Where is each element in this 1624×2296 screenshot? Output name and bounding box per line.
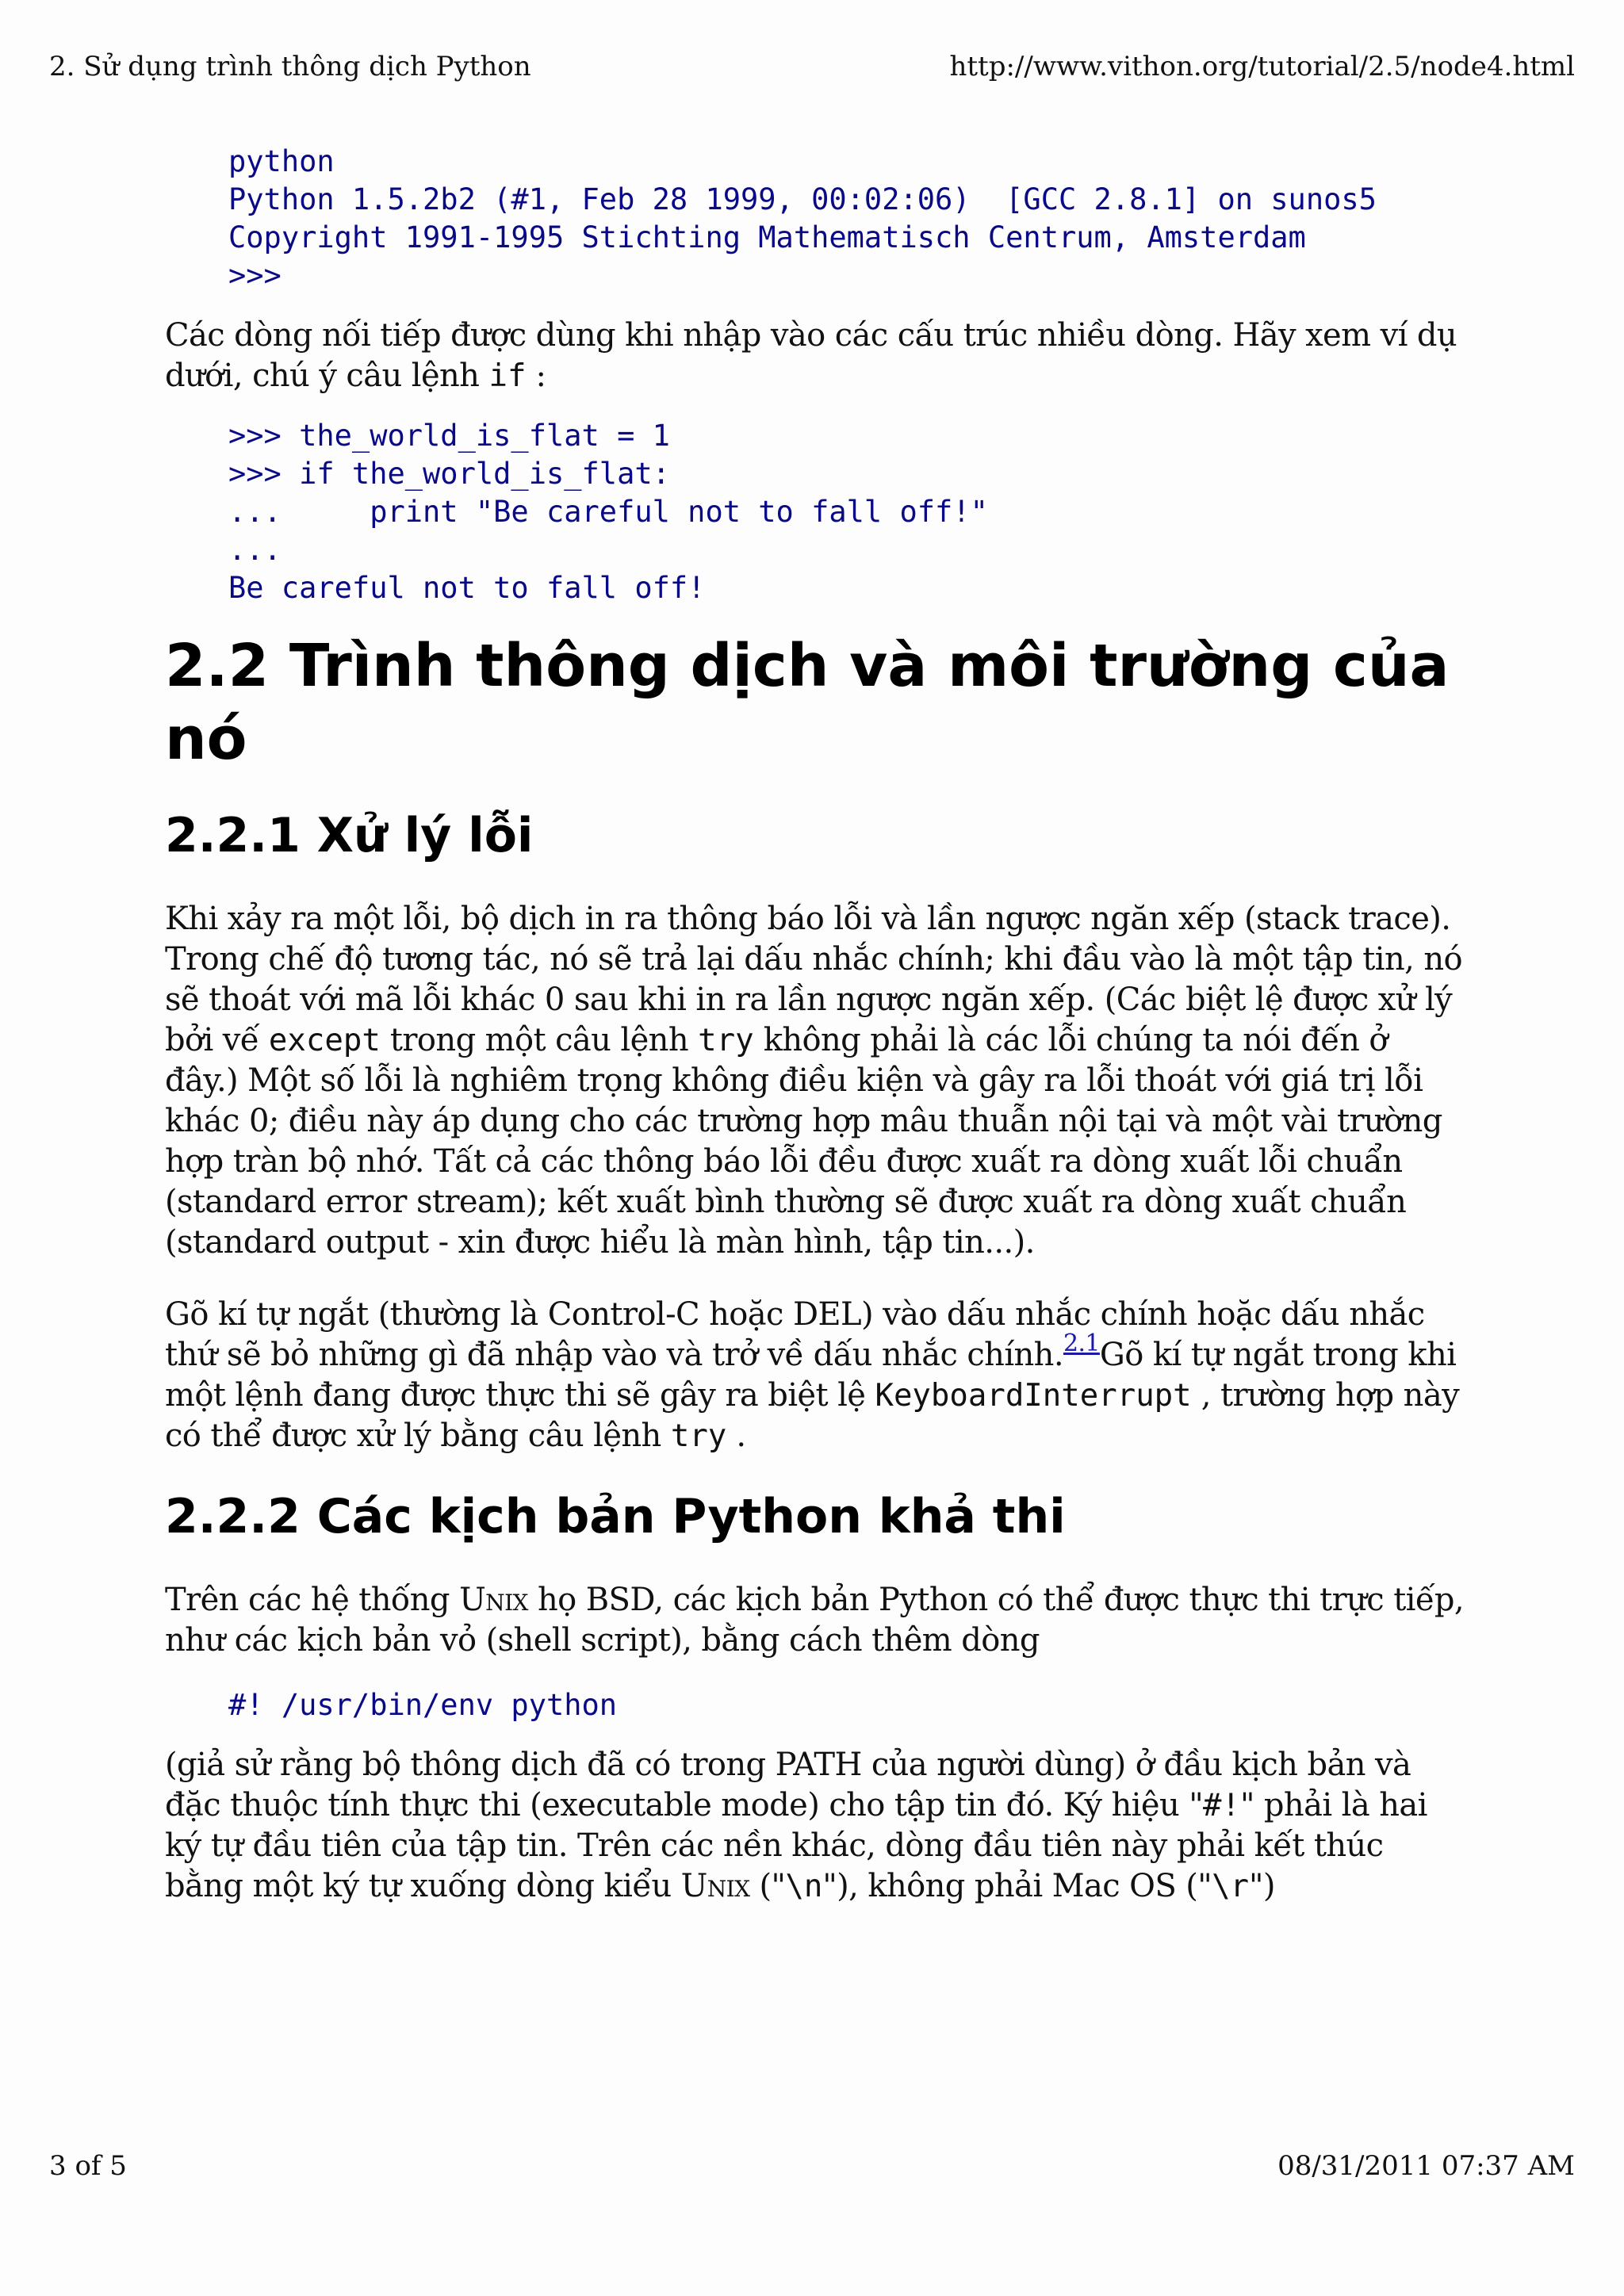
footnote-ref[interactable]: [1063, 1330, 1100, 1357]
text: Gõ kí tự ngắt trong khi một lệnh đang được thực thi sẽ gây ra biệt lệ: [165, 1337, 1457, 1414]
text: Khi xảy ra một lỗi, bộ dịch in ra thông báo lỗi và lần ngược ngăn xếp (stack trace). Trong chế độ tương tác, nó sẽ trả lại dấu nhắc chính; khi đầu vào là một tập tin, nó sẽ thoát với mã lỗi khác 0 sau khi in ra lần ngược ngăn xếp. (Các biệt lệ được xử lý bởi vế: [165, 901, 1462, 1058]
print-datetime: 08/31/2011 07:37 AM: [1277, 2150, 1575, 2182]
text: Các dòng nối tiếp được dùng khi nhập vào các cấu trúc nhiều dòng. Hãy xem ví dụ dưới, chú ý câu lệnh: [165, 317, 1457, 394]
code-block-shebang: #! /usr/bin/env python: [228, 1688, 618, 1722]
text: (": [749, 1868, 786, 1904]
paragraph-continuation-lines: [165, 316, 1465, 396]
text: , trường hợp này có thể được xử lý bằng câu lệnh: [165, 1377, 1460, 1454]
text: .: [726, 1418, 746, 1454]
text: trong một câu lệnh: [380, 1022, 699, 1058]
text: :: [526, 358, 546, 394]
print-header: [49, 51, 1575, 82]
inline-code-try: try: [670, 1418, 727, 1454]
print-header-title: 2. Sử dụng trình thông dịch Python: [49, 51, 531, 82]
text: Trên các hệ thống: [165, 1582, 460, 1618]
section-heading-2-2: 2.2 Trình thông dịch và môi trường của nó: [165, 632, 1450, 773]
paragraph-shebang-explanation: [165, 1745, 1465, 1907]
page-number: 3 of 5: [49, 2150, 127, 2182]
print-footer: [49, 2150, 1575, 2182]
inline-code-except: except: [268, 1023, 381, 1058]
paragraph-interrupt: [165, 1295, 1465, 1456]
inline-code-if: if: [488, 358, 527, 394]
text: "), không phải Mac OS (": [822, 1868, 1212, 1904]
text: không phải là các lỗi chúng ta nói đến ở đây.) Một số lỗi là nghiêm trọng không điều kiện và gây ra lỗi thoát với giá trị lỗi khác 0; điều này áp dụng cho các trường hợp mâu thuẫn nội tại và một vài trường hợp tràn bộ nhớ. Tất cả các thông báo lỗi đều được xuất ra dòng xuất lỗi chuẩn (standard error stream); kết xuất bình thường sẽ được xuất ra dòng xuất chuẩn (standard output - xin được hiểu là màn hình, tập tin...).: [165, 1022, 1442, 1261]
footnote-link[interactable]: 2.1: [1063, 1330, 1100, 1357]
paragraph-executable-scripts: [165, 1580, 1465, 1661]
subsection-heading-2-2-1: 2.2.1 Xử lý lỗi: [165, 808, 534, 863]
text: "): [1249, 1868, 1275, 1904]
paragraph-error-handling: [165, 899, 1465, 1263]
subsection-heading-2-2-2: 2.2.2 Các kịch bản Python khả thi: [165, 1489, 1066, 1544]
text: họ BSD, các kịch bản Python có thể được thực thi trực tiếp, như các kịch bản vỏ (shell script), bằng cách thêm dòng: [165, 1582, 1464, 1659]
inline-code-newline: \n: [785, 1869, 823, 1904]
inline-code-try: try: [698, 1023, 754, 1058]
print-header-url: http://www.vithon.org/tutorial/2.5/node4.html: [949, 51, 1575, 82]
inline-code-shebang: #!: [1203, 1788, 1240, 1823]
inline-code-keyboardinterrupt: KeyboardInterrupt: [875, 1378, 1192, 1414]
text: (giả sử rằng bộ thông dịch đã có trong PATH của người dùng) ở đầu kịch bản và đặc thuộc tính thực thi (executable mode) cho tập tin đó. Ký hiệu ": [165, 1747, 1411, 1823]
code-block-interpreter-banner: python Python 1.5.2b2 (#1, Feb 28 1999, 00:02:06) [GCC 2.8.1] on sunos5 Copyright 1991-1995 Stichting Mathematisch Centrum, Amsterdam >>>: [228, 144, 1377, 293]
code-block-flat-example: >>> the_world_is_flat = 1 >>> if the_world_is_flat: ... print "Be careful not to fall off!" ... Be careful not to fall off!: [228, 419, 988, 605]
inline-code-carriage-return: \r: [1212, 1869, 1250, 1904]
text: " phải là hai ký tự đầu tiên của tập tin. Trên các nền khác, dòng đầu tiên này phải kết thúc bằng một ký tự xuống dòng kiểu: [165, 1787, 1427, 1904]
unix-smallcaps: Unix: [459, 1582, 528, 1618]
unix-smallcaps: Unix: [680, 1868, 750, 1904]
page-content: [165, 143, 1465, 1907]
text: Gõ kí tự ngắt (thường là Control-C hoặc DEL) vào dấu nhắc chính hoặc dấu nhắc thứ sẽ bỏ những gì đã nhập vào và trở về dấu nhắc chính.: [165, 1296, 1425, 1373]
